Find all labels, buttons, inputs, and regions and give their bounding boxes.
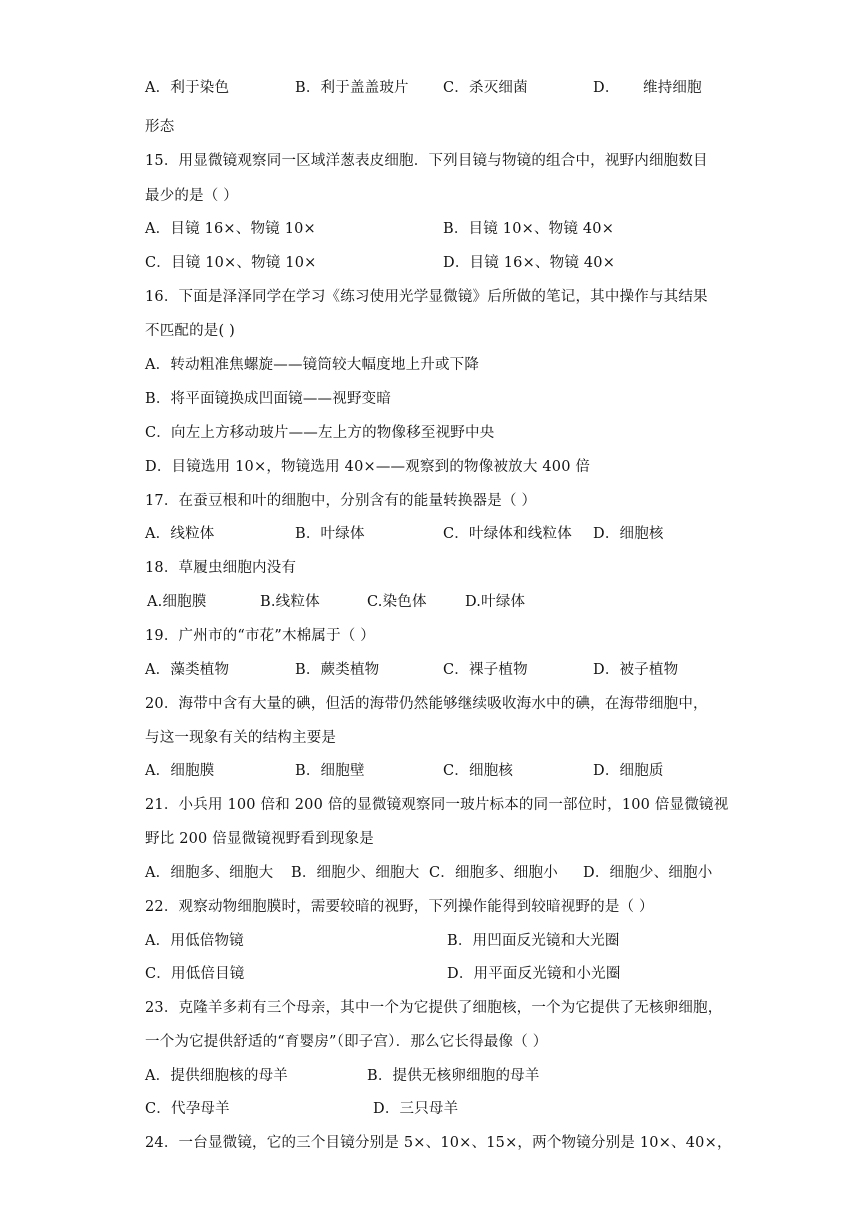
q21-stem: 21．小兵用 100 倍和 200 倍的显微镜观察同一玻片标本的同一部位时，100 倍显微镜视 [145, 797, 729, 813]
q18-stem: 18．草履虫细胞内没有 [145, 560, 297, 576]
option: D．细胞核 [593, 526, 664, 542]
option: D． [593, 80, 620, 96]
option: A．用低倍物镜 [145, 933, 244, 949]
q17-stem: 17．在蚕豆根和叶的细胞中，分别含有的能量转换器是（ ） [145, 493, 537, 509]
q24-stem: 24．一台显微镜，它的三个目镜分别是 5×、10×、15×，两个物镜分别是 10×、40×， [145, 1135, 732, 1151]
q21-stem: 野比 200 倍显微镜视野看到现象是 [145, 831, 374, 847]
option: B．利于盖盖玻片 [295, 80, 409, 96]
option: D．细胞少、细胞小 [583, 865, 713, 881]
option: C．叶绿体和线粒体 [443, 526, 572, 542]
option: B.线粒体 [260, 594, 320, 610]
q16-option: B．将平面镜换成凹面镜——视野变暗 [145, 391, 392, 407]
option: C.染色体 [367, 594, 427, 610]
option: C．杀灭细菌 [443, 80, 528, 96]
option: C．目镜 10×、物镜 10× [145, 255, 317, 271]
option: B．目镜 10×、物镜 40× [443, 221, 615, 237]
q16-option: D．目镜选用 10×，物镜选用 40×——观察到的物像被放大 400 倍 [145, 459, 591, 475]
q23-stem: 一个为它提供舒适的“育婴房”（即子宫）．那么它长得最像（ ） [145, 1034, 548, 1050]
q20-stem: 与这一现象有关的结构主要是 [145, 730, 337, 746]
option: A．目镜 16×、物镜 10× [145, 221, 316, 237]
option: B．细胞壁 [295, 763, 365, 779]
option: A．细胞膜 [145, 763, 215, 779]
q16-option: A．转动粗准焦螺旋——镜筒较大幅度地上升或下降 [145, 357, 480, 373]
option: C．裸子植物 [443, 662, 528, 678]
q16-option: C．向左上方移动玻片——左上方的物像移至视野中央 [145, 425, 495, 441]
q23-stem: 23．克隆羊多莉有三个母亲，其中一个为它提供了细胞核，一个为它提供了无核卵细胞， [145, 1000, 723, 1016]
option: D．三只母羊 [373, 1101, 459, 1117]
option: D．用平面反光镜和小光圈 [447, 966, 621, 982]
option: A．利于染色 [145, 80, 230, 96]
q15-stem: 最少的是（ ） [145, 188, 239, 204]
option: C．代孕母羊 [145, 1101, 230, 1117]
option: D.叶绿体 [465, 594, 526, 610]
option: A.细胞膜 [147, 594, 207, 610]
q16-stem: 不匹配的是( ) [145, 323, 236, 339]
option: B．细胞少、细胞大 [291, 865, 420, 881]
option: B．用凹面反光镜和大光圈 [447, 933, 620, 949]
option: 维持细胞 [643, 80, 702, 96]
q20-stem: 20．海带中含有大量的碘，但活的海带仍然能够继续吸收海水中的碘，在海带细胞中， [145, 696, 708, 712]
q19-stem: 19．广州市的“市花”木棉属于（ ） [145, 628, 375, 644]
q16-stem: 16．下面是泽泽同学在学习《练习使用光学显微镜》后所做的笔记，其中操作与其结果 [145, 289, 708, 305]
q14-cont: 形态 [145, 119, 175, 135]
q22-stem: 22．观察动物细胞膜时，需要较暗的视野，下列操作能得到较暗视野的是（ ） [145, 899, 654, 915]
option: C．细胞多、细胞小 [429, 865, 558, 881]
option: B．提供无核卵细胞的母羊 [367, 1068, 540, 1084]
option: A．线粒体 [145, 526, 215, 542]
option: A．细胞多、细胞大 [145, 865, 274, 881]
option: A．藻类植物 [145, 662, 230, 678]
option: D．目镜 16×、物镜 40× [443, 255, 616, 271]
option: D．细胞质 [593, 763, 664, 779]
option: B．叶绿体 [295, 526, 365, 542]
option: D．被子植物 [593, 662, 679, 678]
option: A．提供细胞核的母羊 [145, 1068, 288, 1084]
option: B．蕨类植物 [295, 662, 380, 678]
option: C．细胞核 [443, 763, 514, 779]
option: C．用低倍目镜 [145, 966, 245, 982]
q15-stem: 15．用显微镜观察同一区域洋葱表皮细胞．下列目镜与物镜的组合中，视野内细胞数目 [145, 153, 708, 169]
